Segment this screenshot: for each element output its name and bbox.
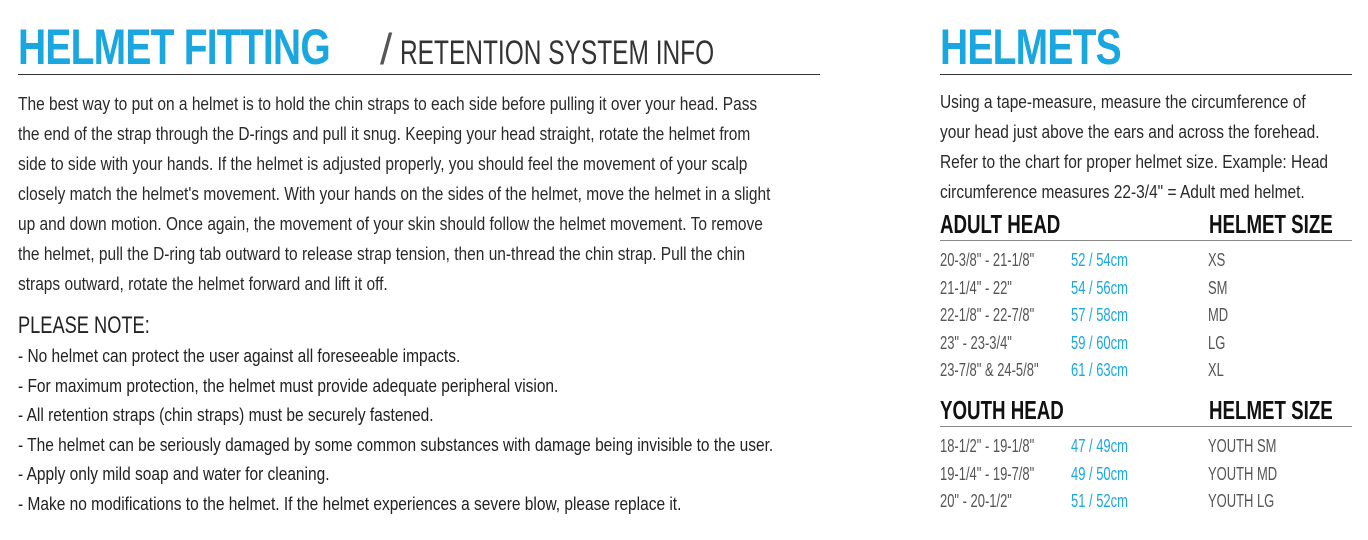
helmet-fitting-title: HELMET FITTING — [18, 19, 330, 75]
table-row — [940, 487, 1352, 515]
note-item: - The helmet can be seriously damaged by some common substances with damage being invisible to the user. — [18, 434, 774, 455]
size-cell: MD — [1208, 305, 1229, 325]
helmet-fitting-header — [18, 18, 820, 75]
inches-cell: 20" - 20-1/2" — [940, 491, 1012, 511]
note-item: - Apply only mild soap and water for cleaning. — [18, 464, 330, 484]
fitting-line: The best way to put on a helmet is to hold the chin straps to each side before pulling it over your head. Pass — [18, 94, 758, 114]
cm-cell: 51 / 52cm — [1071, 491, 1128, 511]
helmet-fitting-section — [18, 18, 820, 514]
size-cell: LG — [1208, 332, 1226, 353]
table-row — [940, 329, 1352, 357]
table-row — [940, 432, 1352, 460]
cm-cell: 61 / 63cm — [1071, 360, 1128, 380]
size-cell: YOUTH LG — [1208, 491, 1275, 511]
inches-cell: 22-1/8" - 22-7/8" — [940, 305, 1035, 325]
youth-size-header — [940, 392, 1352, 427]
adult-size-header — [940, 206, 1352, 241]
fitting-line: the end of the strap through the D-rings and pull it snug. Keeping your head straight, rotate the helmet from — [18, 124, 751, 144]
size-cell: YOUTH MD — [1208, 463, 1278, 484]
fitting-line: side to side with your hands. If the helmet is adjusted properly, you should feel the movement of your scalp — [18, 154, 748, 174]
helmets-section — [940, 18, 1350, 511]
youth-size-table — [940, 432, 1352, 515]
adult-head-label: ADULT HEAD — [940, 209, 1061, 239]
measure-line: your head just above the ears and across the forehead. — [940, 122, 1320, 142]
retention-system-subtitle: RETENTION SYSTEM INFO — [400, 34, 715, 72]
size-cell: YOUTH SM — [1208, 436, 1277, 456]
fitting-instructions — [18, 89, 820, 299]
title-slash: / — [380, 25, 393, 74]
measure-line: circumference measures 22-3/4" = Adult med helmet. — [940, 182, 1305, 202]
size-cell: XS — [1208, 250, 1226, 270]
fitting-line: straps outward, rotate the helmet forward and lift it off. — [18, 274, 388, 294]
youth-head-label: YOUTH HEAD — [940, 395, 1064, 425]
adult-size-table — [940, 246, 1352, 384]
inches-cell: 23-7/8" & 24-5/8" — [940, 360, 1039, 380]
measure-line: Using a tape-measure, measure the circumference of — [940, 92, 1306, 112]
inches-cell: 18-1/2" - 19-1/8" — [940, 436, 1035, 456]
please-note-title: PLEASE NOTE: — [18, 312, 150, 339]
size-cell: SM — [1208, 277, 1228, 298]
inches-cell: 19-1/4" - 19-7/8" — [940, 463, 1035, 484]
fitting-line: closely match the helmet's movement. With your hands on the sides of the helmet, move the helmet in a slight — [18, 184, 771, 204]
cm-cell: 52 / 54cm — [1071, 250, 1128, 270]
note-item: - All retention straps (chin straps) must be securely fastened. — [18, 405, 434, 425]
youth-helmet-size-label: HELMET SIZE — [1209, 395, 1333, 425]
table-row — [940, 301, 1352, 329]
table-row — [940, 460, 1352, 488]
table-row — [940, 274, 1352, 302]
inches-cell: 21-1/4" - 22" — [940, 277, 1012, 298]
size-cell: XL — [1208, 360, 1224, 380]
cm-cell: 57 / 58cm — [1071, 305, 1128, 325]
inches-cell: 23" - 23-3/4" — [940, 332, 1012, 353]
table-row — [940, 356, 1352, 384]
fitting-line: up and down motion. Once again, the movement of your skin should follow the helmet movement. To remove — [18, 214, 763, 234]
adult-helmet-size-label: HELMET SIZE — [1209, 209, 1333, 239]
cm-cell: 59 / 60cm — [1071, 332, 1128, 353]
measure-instructions — [940, 87, 1349, 207]
note-list — [18, 342, 861, 519]
note-item: - For maximum protection, the helmet must provide adequate peripheral vision. — [18, 375, 559, 396]
note-item: - No helmet can protect the user against all foreseeable impacts. — [18, 346, 461, 366]
cm-cell: 47 / 49cm — [1071, 436, 1128, 456]
inches-cell: 20-3/8" - 21-1/8" — [940, 250, 1035, 270]
cm-cell: 49 / 50cm — [1071, 463, 1128, 484]
cm-cell: 54 / 56cm — [1071, 277, 1128, 298]
helmets-title: HELMETS — [940, 19, 1121, 75]
fitting-line: the helmet, pull the D-ring tab outward to release strap tension, then un-thread the chin strap. Pull the chin — [18, 244, 746, 264]
note-item: - Make no modifications to the helmet. If the helmet experiences a severe blow, please replace it. — [18, 493, 682, 514]
table-row — [940, 246, 1352, 274]
measure-line: Refer to the chart for proper helmet size. Example: Head — [940, 152, 1329, 172]
helmets-header — [940, 18, 1352, 75]
